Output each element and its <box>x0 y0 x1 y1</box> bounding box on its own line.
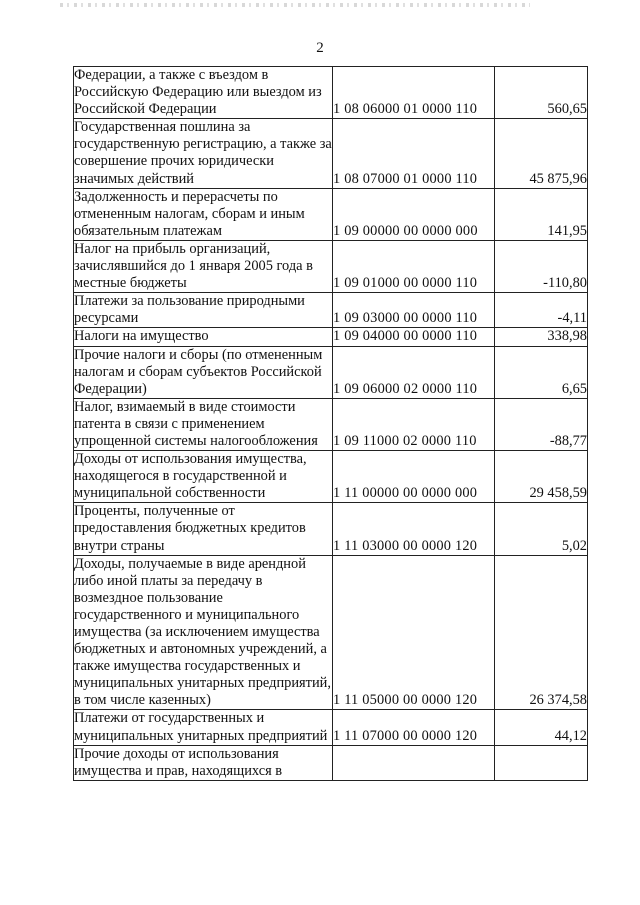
revenue-name-cell: Прочие налоги и сборы (по отмененным налогам и сборам субъектов Российской Федерации) <box>74 346 333 398</box>
table-row <box>74 67 588 119</box>
page-number: 2 <box>316 40 324 56</box>
revenue-name-cell: Федерации, а также с въездом в Российскую Федерацию или выездом из Российской Федерации <box>74 67 333 119</box>
amount-cell: 26 374,58 <box>495 555 588 710</box>
scan-artifact <box>60 3 530 7</box>
table-row <box>74 451 588 503</box>
budget-code-cell: 1 11 07000 00 0000 120 <box>333 710 495 745</box>
table-row <box>74 503 588 555</box>
amount-cell: 29 458,59 <box>495 451 588 503</box>
budget-code-cell: 1 11 00000 00 0000 000 <box>333 451 495 503</box>
table-row <box>74 119 588 188</box>
budget-code-cell: 1 09 01000 00 0000 110 <box>333 240 495 292</box>
budget-code-cell: 1 11 05000 00 0000 120 <box>333 555 495 710</box>
amount-cell: 560,65 <box>495 67 588 119</box>
amount-cell <box>495 745 588 780</box>
revenue-name-cell: Прочие доходы от использования имущества и прав, находящихся в <box>74 745 333 780</box>
revenue-name-cell: Доходы, получаемые в виде арендной либо иной платы за передачу в возмездное пользование государственного и муниципального имущества (за исключением имущества бюджетных и автономных учреждений, а также имущества государственных и муниципальных унитарных предприятий, в том числе казенных) <box>74 555 331 709</box>
table-row <box>74 710 588 745</box>
revenue-name-cell: Доходы от использования имущества, находящегося в государственной и муниципальной собственности <box>74 451 333 503</box>
budget-code-cell: 1 08 07000 01 0000 110 <box>333 119 495 188</box>
amount-cell: 141,95 <box>495 188 588 240</box>
table-row <box>74 240 588 292</box>
revenue-name-cell: Платежи от государственных и муниципальных унитарных предприятий <box>74 710 333 745</box>
amount-cell: 45 875,96 <box>495 119 588 188</box>
table-row <box>74 293 588 328</box>
budget-code-cell: 1 09 04000 00 0000 110 <box>333 328 495 346</box>
revenue-name-cell: Проценты, полученные от предоставления бюджетных кредитов внутри страны <box>74 503 333 555</box>
revenue-name-cell: Платежи за пользование природными ресурсами <box>74 293 333 328</box>
amount-cell: 5,02 <box>495 503 588 555</box>
amount-cell: 6,65 <box>495 346 588 398</box>
amount-cell: -88,77 <box>495 398 588 450</box>
budget-code-cell: 1 09 11000 02 0000 110 <box>333 398 495 450</box>
table-row <box>74 555 588 710</box>
budget-code-cell: 1 09 00000 00 0000 000 <box>333 188 495 240</box>
budget-code-cell: 1 11 03000 00 0000 120 <box>333 503 495 555</box>
amount-cell: -4,11 <box>495 293 588 328</box>
revenue-name-cell: Налог на прибыль организаций, зачислявшийся до 1 января 2005 года в местные бюджеты <box>74 240 333 292</box>
table-row <box>74 398 588 450</box>
table-row <box>74 346 588 398</box>
table-row <box>74 188 588 240</box>
amount-cell: 44,12 <box>495 710 588 745</box>
budget-code-cell: 1 09 03000 00 0000 110 <box>333 293 495 328</box>
budget-code-cell: 1 08 06000 01 0000 110 <box>333 67 495 119</box>
table-row <box>74 745 588 780</box>
amount-cell: 338,98 <box>495 328 588 346</box>
revenue-name-cell: Налог, взимаемый в виде стоимости патента в связи с применением упрощенной системы налогообложения <box>74 398 333 450</box>
amount-cell: -110,80 <box>495 240 588 292</box>
budget-code-cell <box>333 745 495 780</box>
table-row <box>74 328 588 346</box>
revenue-name-cell: Задолженность и перерасчеты по отмененным налогам, сборам и иным обязательным платежам <box>74 188 333 240</box>
revenue-table <box>73 66 588 781</box>
revenue-name-cell: Налоги на имущество <box>74 328 333 346</box>
revenue-name-cell: Государственная пошлина за государственную регистрацию, а также за совершение прочих юридически значимых действий <box>74 119 332 187</box>
budget-code-cell: 1 09 06000 02 0000 110 <box>333 346 495 398</box>
